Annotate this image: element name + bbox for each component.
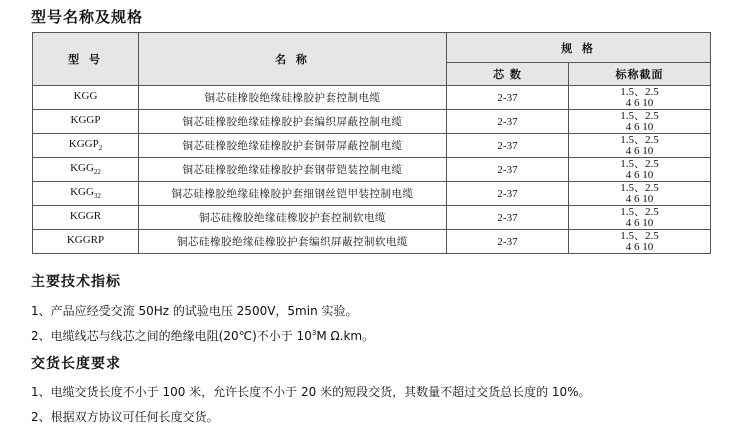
section-title-tech-specs: 主要技术指标 xyxy=(31,274,121,290)
cores-cell: 2-37 xyxy=(447,110,569,134)
table-row xyxy=(33,86,711,110)
header-model: 型 号 xyxy=(33,33,139,86)
section-title-models: 型号名称及规格 xyxy=(31,8,144,26)
table-row xyxy=(33,206,711,230)
name-cell: 铜芯硅橡胶绝缘硅橡胶护套控制电缆 xyxy=(139,86,447,110)
model-cell: KGGRP xyxy=(33,230,139,254)
area-cell: 1.5、2.5 4 6 10 xyxy=(569,206,711,230)
model-cell: KGGP xyxy=(33,110,139,134)
name-cell: 铜芯硅橡胶绝缘硅橡胶护套细钢丝铠甲装控制电缆 xyxy=(139,182,447,206)
area-cell: 1.5、2.5 4 6 10 xyxy=(569,134,711,158)
table-row xyxy=(33,182,711,206)
area-cell: 1.5、2.5 4 6 10 xyxy=(569,86,711,110)
name-cell: 铜芯硅橡胶绝缘硅橡胶护套钢带铠装控制电缆 xyxy=(139,158,447,182)
table-row xyxy=(33,158,711,182)
model-cell: $KGG_{22}$ xyxy=(33,158,139,182)
header-area: 标称截面 xyxy=(569,63,711,86)
cores-cell: 2-37 xyxy=(447,158,569,182)
section-title-delivery: 交货长度要求 xyxy=(31,356,121,372)
header-cores: 芯 数 xyxy=(447,63,569,86)
table-row xyxy=(33,134,711,158)
model-cell: $KGG_{32}$ xyxy=(33,182,139,206)
header-name: 名 称 xyxy=(139,33,447,86)
tech-spec-item-1: 1、产品应经受交流 50Hz 的试验电压 2500V，5min 实验。 xyxy=(31,304,358,318)
tech-spec-item-2: 2、电缆线芯与线芯之间的绝缘电阻(20℃)不小于 $10^3M$ Ω.km。 xyxy=(31,329,375,343)
header-spec: 规 格 xyxy=(447,33,711,63)
model-cell: KGGR xyxy=(33,206,139,230)
name-cell: 铜芯硅橡胶绝缘硅橡胶护套控制软电缆 xyxy=(139,206,447,230)
spec-table xyxy=(32,32,711,254)
name-cell: 铜芯硅橡胶绝缘硅橡胶护套铜带屏蔽控制电缆 xyxy=(139,134,447,158)
cores-cell: 2-37 xyxy=(447,206,569,230)
cores-cell: 2-37 xyxy=(447,86,569,110)
model-cell: KGG xyxy=(33,86,139,110)
cores-cell: 2-37 xyxy=(447,230,569,254)
name-cell: 铜芯硅橡胶绝缘硅橡胶护套编织屏蔽控制软电缆 xyxy=(139,230,447,254)
name-cell: 铜芯硅橡胶绝缘硅橡胶护套编织屏蔽控制电缆 xyxy=(139,110,447,134)
delivery-item-2: 2、根据双方协议可任何长度交货。 xyxy=(31,410,219,424)
cores-cell: 2-37 xyxy=(447,182,569,206)
area-cell: 1.5、2.5 4 6 10 xyxy=(569,110,711,134)
cores-cell: 2-37 xyxy=(447,134,569,158)
table-row xyxy=(33,230,711,254)
delivery-item-1: 1、电缆交货长度不小于 100 米，允许长度不小于 20 米的短段交货，其数量不超过交货总长度的 10%。 xyxy=(31,385,591,399)
area-cell: 1.5、2.5 4 6 10 xyxy=(569,182,711,206)
area-cell: 1.5、2.5 4 6 10 xyxy=(569,230,711,254)
table-row xyxy=(33,110,711,134)
area-cell: 1.5、2.5 4 6 10 xyxy=(569,158,711,182)
model-cell: $KGGP_2$ xyxy=(33,134,139,158)
